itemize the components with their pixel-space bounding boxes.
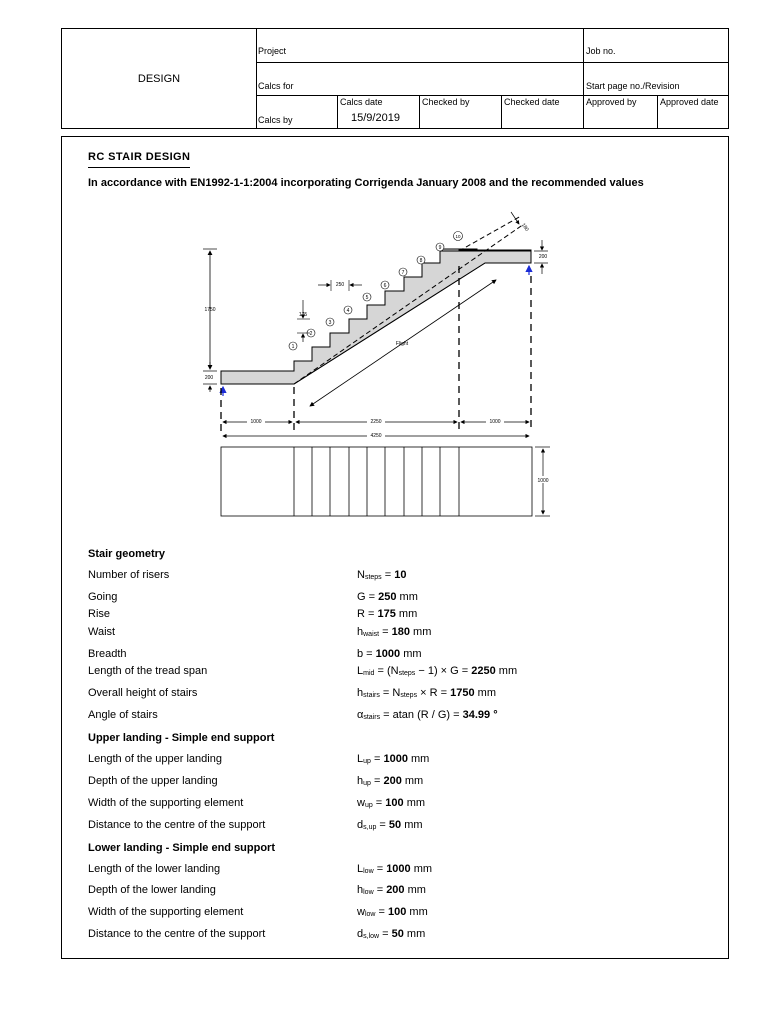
lower-len-dim: 1000 xyxy=(250,419,262,425)
approved-date-label: Approved date xyxy=(660,97,719,107)
job-no-label: Job no. xyxy=(586,46,616,56)
lower-depth-label: Depth of the lower landing xyxy=(88,884,216,896)
upper-support-width-value: $w_{up} = 100$ mm xyxy=(357,797,426,809)
upper-landing-heading: Upper landing - Simple end support xyxy=(88,732,275,744)
rise-value: R = 175 mm xyxy=(357,608,418,620)
lower-landing-heading: Lower landing - Simple end support xyxy=(88,842,276,854)
upper-length-value: $L_{up} = 1000$ mm xyxy=(357,753,430,765)
breadth-dim: 1000 xyxy=(537,478,549,484)
calcs-for-label: Calcs for xyxy=(258,81,294,91)
height-dim: 1750 xyxy=(204,307,216,313)
waist-dim: 180 xyxy=(519,222,530,233)
upper-len-dim: 1000 xyxy=(489,419,501,425)
step-number: 6 xyxy=(383,283,387,289)
step-number: 9 xyxy=(438,245,442,251)
start-page-label: Start page no./Revision xyxy=(586,81,680,91)
going-dim: 250 xyxy=(335,282,345,288)
upper-support-dist-value: $d_{s,up} = 50$ mm xyxy=(357,819,423,831)
lower-support-dist-value: $d_{s,low} = 50$ mm xyxy=(357,928,426,940)
angle-value: $\alpha_{stairs} = atan$ (R / G) = 34.99 ° xyxy=(357,709,498,721)
rise-label: Rise xyxy=(88,608,111,620)
project-label: Project xyxy=(258,46,287,56)
lower-depth-value: $h_{low} = 200$ mm xyxy=(357,884,426,896)
lower-support-width-label: Width of the supporting element xyxy=(88,906,244,918)
rise-dim: 175 xyxy=(298,312,308,318)
calcs-date-label: Calcs date xyxy=(340,97,383,107)
stair-geometry-heading: Stair geometry xyxy=(88,548,166,560)
step-number: 2 xyxy=(309,331,313,337)
overall-height-label: Overall height of stairs xyxy=(88,687,198,699)
waist-value: $h_{waist} = 180$ mm xyxy=(357,626,432,638)
step-number: 4 xyxy=(346,308,350,314)
overall-height-value: $h_{stairs} = N_{steps} \times R = 1750$ mm xyxy=(357,687,496,699)
breadth-label: Breadth xyxy=(88,648,127,660)
page-title: RC STAIR DESIGN xyxy=(88,151,191,163)
page-subtitle: In accordance with EN1992-1-1:2004 incorporating Corrigenda January 2008 and the recommended values xyxy=(88,177,644,189)
waist-label: Waist xyxy=(88,626,116,638)
landing-low-dim: 200 xyxy=(204,375,214,381)
lower-length-value: $L_{low} = 1000$ mm xyxy=(357,863,433,875)
going-value: G = 250 mm xyxy=(357,591,418,603)
step-number: 5 xyxy=(365,295,369,301)
number-of-risers-value: $N_{steps} = 10$ xyxy=(357,569,407,581)
breadth-value: b = 1000 mm xyxy=(357,648,422,660)
tread-span-label: Length of the tread span xyxy=(88,665,208,677)
step-number: 10 xyxy=(455,234,461,239)
upper-depth-value: $h_{up} = 200$ mm xyxy=(357,775,424,787)
landing-up-dim: 200 xyxy=(538,254,548,260)
checked-date-label: Checked date xyxy=(504,97,560,107)
angle-label: Angle of stairs xyxy=(88,709,158,721)
approved-by-label: Approved by xyxy=(586,97,637,107)
upper-support-dist-label: Distance to the centre of the support xyxy=(88,819,266,831)
upper-depth-label: Depth of the upper landing xyxy=(88,775,218,787)
lower-support-dist-label: Distance to the centre of the support xyxy=(88,928,266,940)
step-number: 1 xyxy=(291,344,295,350)
step-number: 3 xyxy=(328,320,332,326)
plan-view xyxy=(221,447,532,516)
upper-length-label: Length of the upper landing xyxy=(88,753,222,765)
lower-length-label: Length of the lower landing xyxy=(88,863,221,875)
lower-support-width-value: $w_{low} = 100$ mm xyxy=(357,906,428,918)
upper-support-width-label: Width of the supporting element xyxy=(88,797,244,809)
total-len-dim: 4250 xyxy=(370,433,382,439)
number-of-risers-label: Number of risers xyxy=(88,569,170,581)
flight-label: Flight xyxy=(395,341,409,347)
calcs-by-label: Calcs by xyxy=(258,115,293,125)
step-number: 8 xyxy=(419,258,423,264)
flight-len-dim: 2250 xyxy=(370,419,382,425)
calcs-date-value: 15/9/2019 xyxy=(351,112,400,124)
step-number: 7 xyxy=(401,270,405,276)
going-label: Going xyxy=(88,591,118,603)
tread-span-value: $L_{mid} = (N_{steps} - 1) \times G = 2250$ mm xyxy=(357,665,518,677)
design-label: DESIGN xyxy=(137,72,181,85)
checked-by-label: Checked by xyxy=(422,97,470,107)
